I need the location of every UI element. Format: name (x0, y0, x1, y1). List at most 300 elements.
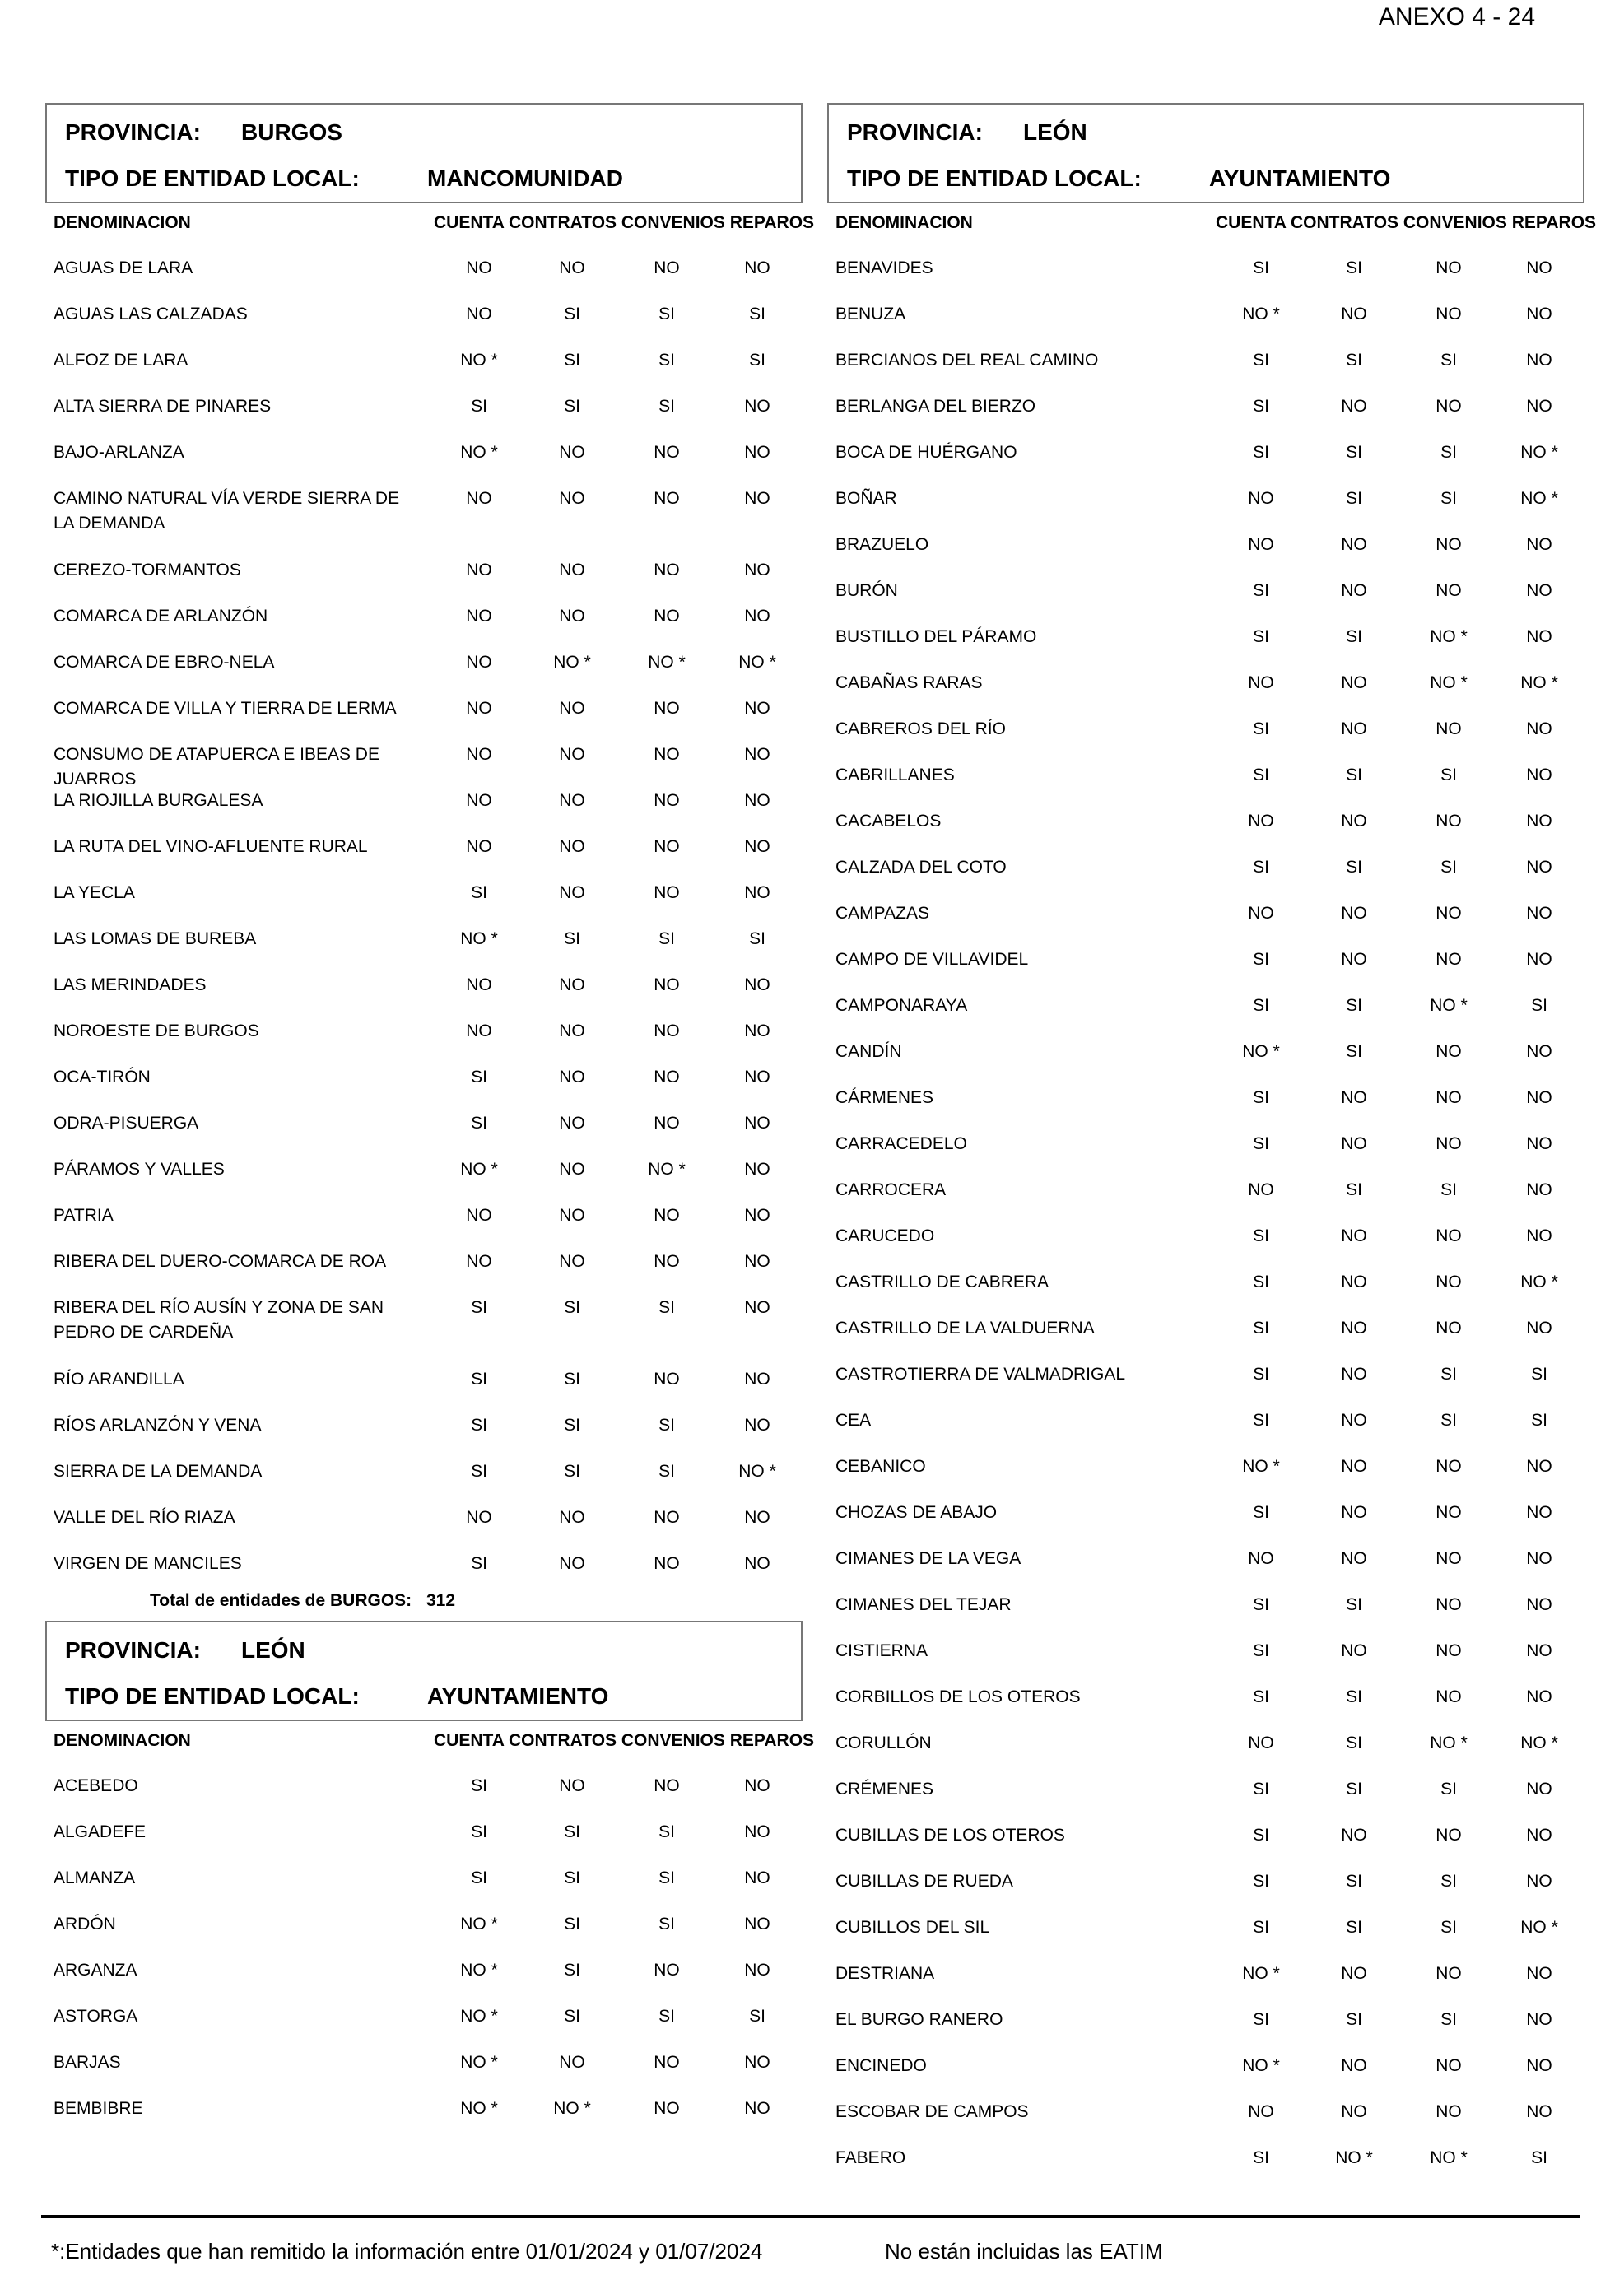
reparos-cell: NO (744, 397, 770, 416)
reparos-cell: NO (1526, 397, 1552, 416)
entity-name: BURÓN (835, 581, 898, 600)
cuenta-cell: NO * (1242, 305, 1280, 323)
reparos-cell: NO (1526, 1226, 1552, 1245)
contratos-cell: NO (559, 1160, 585, 1179)
table-row (827, 704, 1584, 750)
reparos-cell: NO * (1520, 1273, 1558, 1291)
contratos-cell: NO (1341, 1964, 1367, 1983)
table-row (827, 750, 1584, 796)
entity-name: DESTRIANA (835, 1964, 935, 1983)
table-row (45, 821, 803, 868)
convenios-cell: SI (1440, 2010, 1457, 2029)
entity-name: BOCA DE HUÉRGANO (835, 443, 1017, 462)
table-row (827, 1626, 1584, 1672)
entity-name: CORULLÓN (835, 1734, 932, 1752)
contratos-cell: NO (1341, 1411, 1367, 1430)
cuenta-cell: NO (466, 745, 492, 764)
contratos-cell: NO (1341, 1226, 1367, 1245)
convenios-cell: NO (654, 258, 680, 277)
contratos-cell: SI (564, 1915, 580, 1934)
table-row (45, 1098, 803, 1144)
left-column (45, 103, 815, 2129)
convenios-cell: NO (1436, 581, 1462, 600)
total-label: Total de entidades de BURGOS: (150, 1591, 412, 1610)
reparos-cell: NO (744, 1822, 770, 1841)
cuenta-cell: SI (1253, 1134, 1269, 1153)
reparos-cell: NO (744, 1370, 770, 1389)
reparos-cell: NO (744, 1160, 770, 1179)
cuenta-cell: NO * (460, 1961, 498, 1980)
entity-name: LA YECLA (54, 883, 135, 902)
total-value: 312 (426, 1591, 456, 1610)
convenios-cell: SI (658, 397, 675, 416)
contratos-cell: NO (1341, 1549, 1367, 1568)
cuenta-cell: SI (1253, 2148, 1269, 2167)
contratos-cell: NO (559, 1776, 585, 1795)
entity-name: ALGADEFE (54, 1822, 147, 1841)
cuenta-cell: NO * (460, 1915, 498, 1934)
reparos-cell: NO (1526, 2102, 1552, 2121)
table-row (827, 796, 1584, 842)
reparos-cell: NO (1526, 351, 1552, 370)
entity-name: CAMINO NATURAL VÍA VERDE SIERRA DE LA DEMANDA (54, 489, 400, 533)
contratos-cell: NO (559, 607, 585, 626)
table-row (827, 1533, 1584, 1580)
convenios-cell: SI (1440, 489, 1457, 508)
table-row (45, 1006, 803, 1052)
contratos-cell: NO (1341, 1457, 1367, 1476)
table-row (827, 1395, 1584, 1441)
cuenta-cell: SI (1253, 1872, 1269, 1891)
contratos-cell: NO (1341, 950, 1367, 969)
reparos-cell: NO (744, 443, 770, 462)
table-row (45, 289, 803, 335)
convenios-cell: SI (1440, 1411, 1457, 1430)
reparos-cell: NO * (738, 653, 776, 672)
cuenta-cell: NO * (460, 443, 498, 462)
cuenta-cell: NO (1248, 812, 1274, 831)
provincia-value: BURGOS (241, 119, 342, 145)
cuenta-cell: NO (466, 258, 492, 277)
contratos-cell: NO (559, 791, 585, 810)
convenios-cell: SI (658, 929, 675, 948)
contratos-cell: NO * (1335, 2148, 1373, 2167)
entity-name: RÍO ARANDILLA (54, 1370, 184, 1389)
convenios-cell: NO (1436, 1226, 1462, 1245)
cuenta-cell: NO * (1242, 1042, 1280, 1061)
convenios-cell: SI (1440, 351, 1457, 370)
entity-name: COMARCA DE VILLA Y TIERRA DE LERMA (54, 699, 397, 718)
table-row (827, 1303, 1584, 1349)
table-row (45, 637, 803, 683)
contratos-cell: NO (1341, 1134, 1367, 1153)
entity-name: BOÑAR (835, 489, 897, 508)
entity-name: CEBANICO (835, 1457, 926, 1476)
contratos-cell: SI (564, 2007, 580, 2026)
reparos-cell: NO (744, 975, 770, 994)
entity-name: LAS LOMAS DE BUREBA (54, 929, 257, 948)
reparos-cell: NO (744, 1068, 770, 1087)
entity-name: ALMANZA (54, 1868, 136, 1887)
entity-name: CORBILLOS DE LOS OTEROS (835, 1687, 1081, 1706)
reparos-cell: NO (1526, 1687, 1552, 1706)
convenios-cell: NO (654, 1252, 680, 1271)
contratos-cell: SI (564, 305, 580, 323)
contratos-cell: NO (1341, 2102, 1367, 2121)
contratos-cell: NO (559, 699, 585, 718)
leon-left-section (45, 1621, 815, 2129)
table-row (827, 1165, 1584, 1211)
convenios-cell: SI (658, 1822, 675, 1841)
reparos-cell: NO (744, 1252, 770, 1271)
cuenta-cell: NO (466, 561, 492, 579)
contratos-cell: SI (564, 1370, 580, 1389)
reparos-cell: NO (744, 791, 770, 810)
entity-name: COMARCA DE ARLANZÓN (54, 607, 268, 626)
reparos-cell: NO (744, 258, 770, 277)
entity-name: CASTROTIERRA DE VALMADRIGAL (835, 1365, 1126, 1384)
contratos-cell: NO (559, 1114, 585, 1133)
reparos-cell: NO (1526, 904, 1552, 923)
cuenta-cell: SI (1253, 996, 1269, 1015)
convenios-cell: NO (1436, 904, 1462, 923)
reparos-cell: NO (744, 607, 770, 626)
convenios-cell: NO (1436, 812, 1462, 831)
entity-name: ALFOZ DE LARA (54, 351, 188, 370)
contratos-cell: SI (1346, 1872, 1362, 1891)
cuenta-cell: NO (1248, 904, 1274, 923)
table-row (827, 473, 1584, 519)
contratos-cell: SI (1346, 766, 1362, 784)
cuenta-cell: NO (466, 1508, 492, 1527)
entity-name: PÁRAMOS Y VALLES (54, 1160, 225, 1179)
convenios-cell: NO * (1430, 627, 1468, 646)
table-row (45, 1052, 803, 1098)
contratos-cell: NO (1341, 305, 1367, 323)
cuenta-cell: SI (471, 883, 487, 902)
cuenta-cell: SI (1253, 1826, 1269, 1845)
cuenta-cell: SI (471, 1370, 487, 1389)
cuenta-cell: NO * (1242, 1457, 1280, 1476)
cuenta-cell: NO * (460, 1160, 498, 1179)
reparos-cell: SI (749, 929, 765, 948)
cuenta-cell: SI (1253, 1641, 1269, 1660)
entity-name: LA RIOJILLA BURGALESA (54, 791, 263, 810)
table-row (45, 960, 803, 1006)
table-row (827, 1211, 1584, 1257)
contratos-cell: NO (559, 1554, 585, 1573)
entity-name: CARROCERA (835, 1180, 947, 1199)
cuenta-cell: SI (471, 397, 487, 416)
contratos-cell: SI (1346, 2010, 1362, 2029)
reparos-cell: NO (744, 745, 770, 764)
entity-name: CEA (835, 1411, 872, 1430)
table-row (45, 545, 803, 591)
entity-name: CUBILLOS DEL SIL (835, 1918, 990, 1937)
convenios-cell: NO (654, 745, 680, 764)
table-row (45, 914, 803, 960)
reparos-cell: NO (1526, 305, 1552, 323)
table-row (827, 2087, 1584, 2133)
contratos-cell: NO (559, 2053, 585, 2072)
contratos-cell: NO (1341, 1273, 1367, 1291)
tipo-value: AYUNTAMIENTO (1209, 165, 1391, 191)
cuenta-cell: NO (466, 837, 492, 856)
reparos-cell: NO (744, 489, 770, 508)
convenios-cell: NO (654, 1068, 680, 1087)
reparos-cell: NO (1526, 1872, 1552, 1891)
table-row (827, 427, 1584, 473)
convenios-cell: NO (1436, 1319, 1462, 1338)
entity-name: CONSUMO DE ATAPUERCA E IBEAS DE JUARROS (54, 745, 379, 789)
reparos-cell: NO * (1520, 1918, 1558, 1937)
footer-divider (41, 2215, 1580, 2218)
provincia-label: PROVINCIA: (65, 119, 201, 145)
convenios-cell: SI (1440, 1180, 1457, 1199)
section-header-box (45, 1621, 803, 1721)
tipo-value: AYUNTAMIENTO (427, 1683, 609, 1709)
convenios-cell: NO (1436, 1134, 1462, 1153)
cuenta-cell: SI (471, 1114, 487, 1133)
cuenta-cell: NO (466, 653, 492, 672)
convenios-cell: NO (1436, 1273, 1462, 1291)
convenios-cell: NO (654, 489, 680, 508)
cuenta-cell: SI (1253, 2010, 1269, 2029)
cuenta-cell: NO * (460, 2007, 498, 2026)
reparos-cell: NO (744, 699, 770, 718)
tipo-label: TIPO DE ENTIDAD LOCAL: (847, 165, 1142, 191)
reparos-cell: NO (1526, 258, 1552, 277)
convenios-cell: NO (654, 561, 680, 579)
contratos-cell: SI (1346, 1734, 1362, 1752)
entity-name: ESCOBAR DE CAMPOS (835, 2102, 1029, 2121)
entity-name: CUBILLAS DE LOS OTEROS (835, 1826, 1065, 1845)
table-row (45, 2083, 803, 2129)
footer-eatim-note: No están incluidas las EATIM (885, 2239, 1163, 2264)
contratos-cell: SI (1346, 858, 1362, 877)
cuenta-cell: NO * (1242, 2056, 1280, 2075)
table-row (45, 591, 803, 637)
table-row (45, 1853, 803, 1899)
reparos-cell: NO (1526, 719, 1552, 738)
convenios-cell: NO (654, 607, 680, 626)
convenios-cell: NO * (1430, 673, 1468, 692)
table-row (45, 1400, 803, 1446)
contratos-cell: SI (564, 1822, 580, 1841)
convenios-cell: NO (1436, 950, 1462, 969)
cuenta-cell: SI (1253, 1088, 1269, 1107)
denominacion-header: DENOMINACION (835, 213, 973, 232)
contratos-cell: SI (1346, 351, 1362, 370)
entity-name: ENCINEDO (835, 2056, 927, 2075)
contratos-cell: NO (1341, 673, 1367, 692)
entity-name: BENAVIDES (835, 258, 933, 277)
convenios-cell: NO (654, 1776, 680, 1795)
entity-name: ASTORGA (54, 2007, 138, 2026)
convenios-cell: NO (1436, 2102, 1462, 2121)
entity-name: CISTIERNA (835, 1641, 928, 1660)
reparos-cell: SI (1531, 1365, 1547, 1384)
cuenta-cell: SI (471, 1776, 487, 1795)
entity-name: RIBERA DEL DUERO-COMARCA DE ROA (54, 1252, 387, 1271)
table-row (827, 1349, 1584, 1395)
convenios-cell: NO (1436, 2056, 1462, 2075)
reparos-cell: NO (1526, 535, 1552, 554)
cuenta-cell: SI (1253, 1365, 1269, 1384)
table-row (45, 1899, 803, 1945)
contratos-cell: SI (1346, 1595, 1362, 1614)
reparos-cell: NO (1526, 812, 1552, 831)
contratos-cell: SI (1346, 996, 1362, 1015)
cuenta-cell: NO (1248, 535, 1274, 554)
convenios-cell: SI (658, 2007, 675, 2026)
reparos-cell: NO (1526, 1042, 1552, 1061)
cuenta-cell: NO (466, 791, 492, 810)
contratos-cell: SI (1346, 258, 1362, 277)
convenios-cell: NO (654, 1370, 680, 1389)
entity-name: RIBERA DEL RÍO AUSÍN Y ZONA DE SAN PEDRO DE CARDEÑA (54, 1298, 384, 1342)
cuenta-cell: SI (1253, 766, 1269, 784)
cuenta-cell: SI (1253, 1918, 1269, 1937)
entity-name: CASTRILLO DE CABRERA (835, 1273, 1049, 1291)
reparos-cell: NO (1526, 1134, 1552, 1153)
cuenta-cell: NO (1248, 673, 1274, 692)
contratos-cell: NO (1341, 719, 1367, 738)
entity-name: AGUAS DE LARA (54, 258, 193, 277)
reparos-cell: NO (1526, 2056, 1552, 2075)
entity-name: CARRACEDELO (835, 1134, 967, 1153)
table-row (827, 2133, 1584, 2179)
reparos-cell: NO (1526, 581, 1552, 600)
table-row (45, 1761, 803, 1807)
contratos-cell: NO (559, 975, 585, 994)
contratos-cell: SI (564, 1416, 580, 1435)
convenios-cell: NO (654, 1961, 680, 1980)
entity-name: CIMANES DEL TEJAR (835, 1595, 1012, 1614)
entity-name: CUBILLAS DE RUEDA (835, 1872, 1013, 1891)
total-row (45, 1585, 803, 1621)
flags-header: CUENTA CONTRATOS CONVENIOS REPAROS (434, 213, 815, 232)
reparos-cell: SI (749, 351, 765, 370)
cuenta-cell: SI (1253, 858, 1269, 877)
reparos-cell: NO (1526, 1826, 1552, 1845)
entity-name: ARGANZA (54, 1961, 137, 1980)
contratos-cell: NO (1341, 535, 1367, 554)
contratos-cell: NO (559, 489, 585, 508)
reparos-cell: NO (744, 561, 770, 579)
contratos-cell: NO (559, 1508, 585, 1527)
cuenta-cell: SI (1253, 627, 1269, 646)
table-row (827, 1764, 1584, 1810)
contratos-cell: SI (1346, 489, 1362, 508)
table-row (827, 381, 1584, 427)
cuenta-cell: SI (471, 1416, 487, 1435)
cuenta-cell: SI (1253, 1411, 1269, 1430)
reparos-cell: NO (1526, 627, 1552, 646)
convenios-cell: NO (654, 1114, 680, 1133)
convenios-cell: NO (1436, 1687, 1462, 1706)
table-row (827, 1073, 1584, 1119)
entity-name: CANDÍN (835, 1042, 902, 1061)
right-column (827, 103, 1597, 2179)
tipo-label: TIPO DE ENTIDAD LOCAL: (65, 1683, 360, 1709)
contratos-cell: NO (559, 1206, 585, 1225)
convenios-cell: NO (1436, 1826, 1462, 1845)
entity-name: BERCIANOS DEL REAL CAMINO (835, 351, 1099, 370)
table-row (827, 934, 1584, 980)
reparos-cell: NO (744, 1508, 770, 1527)
entity-name: BEMBIBRE (54, 2099, 143, 2118)
table-row (827, 2041, 1584, 2087)
reparos-cell: NO (744, 1298, 770, 1317)
contratos-cell: NO (1341, 1641, 1367, 1660)
cuenta-cell: SI (1253, 351, 1269, 370)
contratos-cell: SI (564, 929, 580, 948)
reparos-cell: NO (1526, 858, 1552, 877)
convenios-cell: SI (658, 1298, 675, 1317)
entity-name: CABREROS DEL RÍO (835, 719, 1006, 738)
footer-note: *:Entidades que han remitido la información entre 01/01/2024 y 01/07/2024 (51, 2239, 763, 2264)
table-row (45, 1282, 803, 1354)
entity-name: ACEBEDO (54, 1776, 138, 1795)
table-row (827, 1487, 1584, 1533)
table-row (45, 1236, 803, 1282)
entity-name: ODRA-PISUERGA (54, 1114, 199, 1133)
table-row (827, 1441, 1584, 1487)
cuenta-cell: SI (1253, 1503, 1269, 1522)
convenios-cell: NO (654, 791, 680, 810)
contratos-cell: SI (564, 1961, 580, 1980)
entity-name: CEREZO-TORMANTOS (54, 561, 241, 579)
contratos-cell: SI (1346, 1687, 1362, 1706)
table-row (45, 868, 803, 914)
table-row (45, 1538, 803, 1585)
column-header (827, 203, 1597, 243)
cuenta-cell: SI (471, 1068, 487, 1087)
cuenta-cell: SI (1253, 1273, 1269, 1291)
cuenta-cell: NO * (460, 929, 498, 948)
convenios-cell: SI (1440, 1780, 1457, 1799)
cuenta-cell: NO * (460, 351, 498, 370)
entity-name: CACABELOS (835, 812, 942, 831)
entity-name: CAMPONARAYA (835, 996, 968, 1015)
contratos-cell: SI (564, 1462, 580, 1481)
entity-name: CAMPAZAS (835, 904, 929, 923)
table-row (827, 980, 1584, 1026)
convenios-cell: NO * (1430, 2148, 1468, 2167)
cuenta-cell: NO (466, 489, 492, 508)
convenios-cell: NO (1436, 397, 1462, 416)
cuenta-cell: SI (1253, 581, 1269, 600)
cuenta-cell: NO * (460, 2099, 498, 2118)
entity-name: VIRGEN DE MANCILES (54, 1554, 242, 1573)
reparos-cell: SI (1531, 996, 1547, 1015)
contratos-cell: NO (1341, 2056, 1367, 2075)
provincia-value: LEÓN (1023, 119, 1087, 145)
cuenta-cell: NO (466, 699, 492, 718)
convenios-cell: NO (654, 1554, 680, 1573)
entity-name: BRAZUELO (835, 535, 929, 554)
reparos-cell: NO * (1520, 489, 1558, 508)
cuenta-cell: NO (1248, 489, 1274, 508)
contratos-cell: NO (559, 258, 585, 277)
cuenta-cell: SI (1253, 1687, 1269, 1706)
cuenta-cell: NO (1248, 1734, 1274, 1752)
contratos-cell: NO (1341, 1319, 1367, 1338)
convenios-cell: NO (1436, 1641, 1462, 1660)
table-row (827, 1994, 1584, 2041)
convenios-cell: NO (1436, 1964, 1462, 1983)
